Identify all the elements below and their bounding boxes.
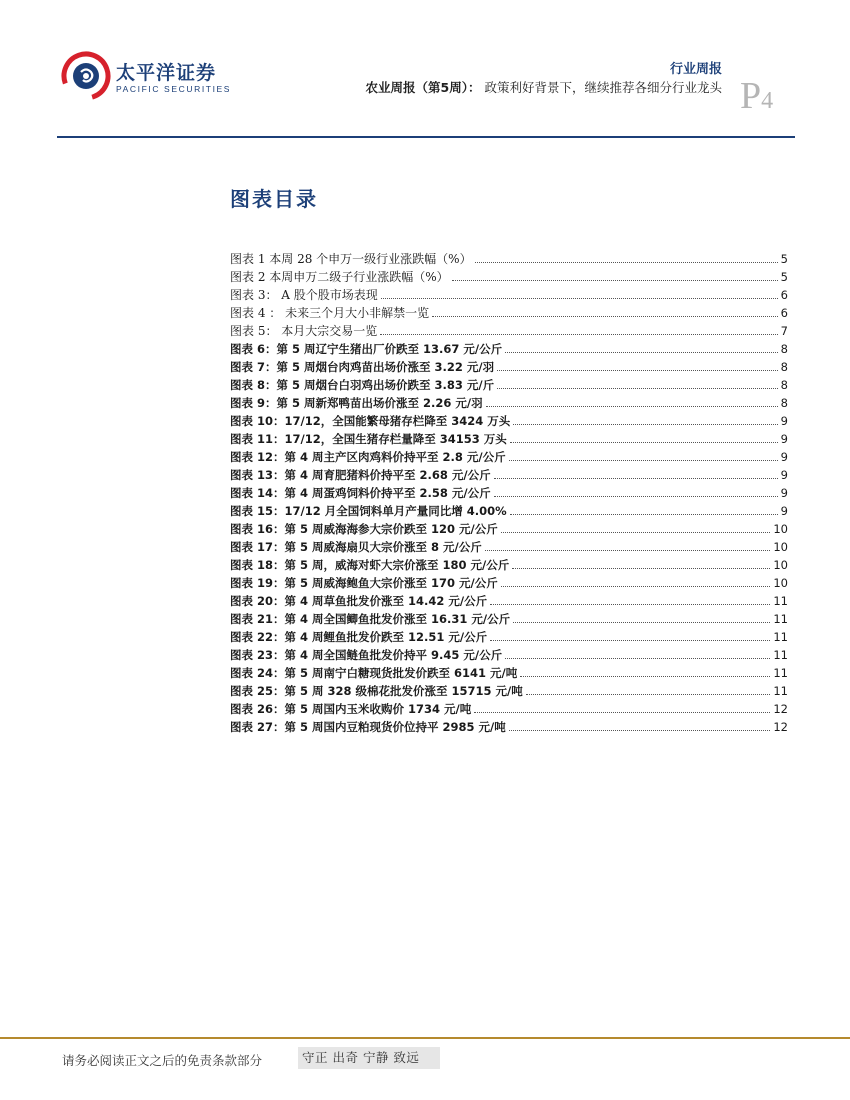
toc-heading: 图表目录 bbox=[230, 187, 318, 211]
toc-leader-dots bbox=[490, 639, 770, 641]
toc-entry-page: 10 bbox=[773, 558, 788, 572]
toc-entry-label: 图表 19：第 5 周威海鲍鱼大宗价涨至 170 元/公斤 bbox=[230, 576, 498, 590]
toc-entry-page: 10 bbox=[773, 522, 788, 536]
report-title-rest: 政策利好背景下，继续推荐各细分行业龙头 bbox=[484, 80, 722, 95]
toc-entry-label: 图表 26：第 5 周国内玉米收购价 1734 元/吨 bbox=[230, 702, 472, 716]
toc-entry-label: 图表 7：第 5 周烟台肉鸡苗出场价涨至 3.22 元/羽 bbox=[230, 360, 495, 374]
toc-entry[interactable] bbox=[230, 411, 788, 429]
toc-leader-dots bbox=[485, 549, 771, 551]
toc-entry[interactable] bbox=[230, 609, 788, 627]
toc-leader-dots bbox=[509, 729, 771, 731]
toc-entry-page: 10 bbox=[773, 540, 788, 554]
toc-entry-page: 11 bbox=[773, 612, 788, 626]
toc-entry-label: 图表 23：第 4 周全国鲢鱼批发价持平 9.45 元/公斤 bbox=[230, 648, 503, 662]
toc-entry-label: 图表 1 本周 28 个申万一级行业涨跌幅（%） bbox=[230, 252, 472, 266]
toc-entry-page: 11 bbox=[773, 594, 788, 608]
footer-slogan: 守正 出奇 宁静 致远 bbox=[298, 1047, 440, 1069]
toc-entry-page: 9 bbox=[780, 450, 788, 464]
toc-leader-dots bbox=[501, 585, 771, 587]
toc-leader-dots bbox=[510, 513, 778, 515]
toc-entry-page: 8 bbox=[780, 342, 788, 356]
toc-leader-dots bbox=[494, 495, 778, 497]
toc-entry[interactable] bbox=[230, 627, 788, 645]
toc-entry[interactable] bbox=[230, 303, 788, 321]
toc-entry[interactable] bbox=[230, 537, 788, 555]
toc-leader-dots bbox=[510, 441, 778, 443]
pacific-securities-logo-icon bbox=[60, 46, 112, 102]
toc-entry[interactable] bbox=[230, 339, 788, 357]
toc-leader-dots bbox=[513, 621, 770, 623]
toc-entry-page: 5 bbox=[780, 270, 788, 284]
toc-entry[interactable] bbox=[230, 645, 788, 663]
toc-entry-label: 图表 20：第 4 周草鱼批发价涨至 14.42 元/公斤 bbox=[230, 594, 488, 608]
toc-entry-label: 图表 14：第 4 周蛋鸡饲料价持平至 2.58 元/公斤 bbox=[230, 486, 491, 500]
toc-entry[interactable] bbox=[230, 555, 788, 573]
toc-entry-page: 11 bbox=[773, 648, 788, 662]
toc-entry-label: 图表 15：17/12 月全国饲料单月产量同比增 4.00% bbox=[230, 504, 507, 518]
toc-entry-label: 图表 24：第 5 周南宁白糖现货批发价跌至 6141 元/吨 bbox=[230, 666, 518, 680]
toc-entry-label: 图表 4 ： 未来三个月大小非解禁一览 bbox=[230, 306, 430, 320]
toc-leader-dots bbox=[497, 369, 778, 371]
toc-leader-dots bbox=[513, 423, 777, 425]
toc-leader-dots bbox=[486, 405, 778, 407]
toc-entry-label: 图表 5： 本月大宗交易一览 bbox=[230, 324, 378, 338]
toc-entry-label: 图表 11：17/12，全国生猪存栏量降至 34153 万头 bbox=[230, 432, 507, 446]
toc-entry[interactable] bbox=[230, 483, 788, 501]
toc-leader-dots bbox=[505, 351, 778, 353]
toc-entry[interactable] bbox=[230, 249, 788, 267]
toc-leader-dots bbox=[497, 387, 778, 389]
toc-entry-label: 图表 12：第 4 周主产区肉鸡料价持平至 2.8 元/公斤 bbox=[230, 450, 506, 464]
toc-entry-label: 图表 25：第 5 周 328 级棉花批发价涨至 15715 元/吨 bbox=[230, 684, 523, 698]
toc-leader-dots bbox=[452, 279, 778, 281]
toc-entry-label: 图表 6：第 5 周辽宁生猪出厂价跌至 13.67 元/公斤 bbox=[230, 342, 503, 356]
footer-disclaimer: 请务必阅读正文之后的免责条款部分 bbox=[62, 1053, 263, 1068]
toc-entry[interactable] bbox=[230, 465, 788, 483]
toc-entry-label: 图表 3： A 股个股市场表现 bbox=[230, 288, 378, 302]
toc-entry-page: 9 bbox=[780, 504, 788, 518]
toc-leader-dots bbox=[494, 477, 778, 479]
toc-leader-dots bbox=[380, 333, 777, 335]
toc-entry[interactable] bbox=[230, 267, 788, 285]
toc-entry-page: 12 bbox=[773, 702, 788, 716]
toc-entry[interactable] bbox=[230, 699, 788, 717]
toc-entry[interactable] bbox=[230, 393, 788, 411]
toc-entry-page: 8 bbox=[780, 378, 788, 392]
toc-entry-label: 图表 22：第 4 周鲤鱼批发价跌至 12.51 元/公斤 bbox=[230, 630, 488, 644]
toc-entry-label: 图表 27：第 5 周国内豆粕现货价位持平 2985 元/吨 bbox=[230, 720, 506, 734]
toc-entry-label: 图表 13：第 4 周育肥猪料价持平至 2.68 元/公斤 bbox=[230, 468, 491, 482]
report-title bbox=[366, 78, 722, 96]
toc-leader-dots bbox=[509, 459, 778, 461]
toc-entry[interactable] bbox=[230, 591, 788, 609]
toc-leader-dots bbox=[474, 711, 770, 713]
toc-entry-label: 图表 9：第 5 周新郑鸭苗出场价涨至 2.26 元/羽 bbox=[230, 396, 483, 410]
toc-entry-label: 图表 17：第 5 周威海扇贝大宗价涨至 8 元/公斤 bbox=[230, 540, 482, 554]
toc-entry[interactable] bbox=[230, 447, 788, 465]
toc-entry-label: 图表 10：17/12，全国能繁母猪存栏降至 3424 万头 bbox=[230, 414, 511, 428]
report-title-bold: 农业周报（第5周）： bbox=[365, 80, 481, 95]
toc-entry-page: 9 bbox=[780, 432, 788, 446]
toc-leader-dots bbox=[432, 315, 778, 317]
toc-entry-page: 6 bbox=[780, 288, 788, 302]
toc-entry-page: 11 bbox=[773, 684, 788, 698]
toc-leader-dots bbox=[501, 531, 771, 533]
toc-entry[interactable] bbox=[230, 573, 788, 591]
toc-list bbox=[230, 249, 788, 735]
header-divider bbox=[57, 136, 795, 138]
toc-entry-page: 9 bbox=[780, 468, 788, 482]
toc-leader-dots bbox=[526, 693, 771, 695]
toc-entry[interactable] bbox=[230, 717, 788, 735]
toc-entry-page: 5 bbox=[780, 252, 788, 266]
toc-entry-label: 图表 21：第 4 周全国鲫鱼批发价涨至 16.31 元/公斤 bbox=[230, 612, 511, 626]
toc-entry[interactable] bbox=[230, 663, 788, 681]
toc-leader-dots bbox=[520, 675, 770, 677]
toc-leader-dots bbox=[381, 297, 778, 299]
page-number-mark bbox=[740, 74, 773, 118]
toc-entry-page: 8 bbox=[780, 396, 788, 410]
toc-entry-label: 图表 2 本周申万二级子行业涨跌幅（%） bbox=[230, 270, 449, 284]
toc-entry[interactable] bbox=[230, 321, 788, 339]
toc-leader-dots bbox=[512, 567, 770, 569]
company-logo bbox=[60, 46, 232, 110]
toc-entry[interactable] bbox=[230, 375, 788, 393]
toc-leader-dots bbox=[490, 603, 770, 605]
toc-entry-page: 7 bbox=[780, 324, 788, 338]
toc-leader-dots bbox=[505, 657, 770, 659]
toc-entry[interactable] bbox=[230, 429, 788, 447]
logo-chinese-name: 太平洋证券 bbox=[116, 62, 217, 84]
toc-entry-page: 9 bbox=[780, 486, 788, 500]
toc-entry-page: 10 bbox=[773, 576, 788, 590]
toc-entry[interactable] bbox=[230, 681, 788, 699]
toc-entry-label: 图表 16：第 5 周威海海参大宗价跌至 120 元/公斤 bbox=[230, 522, 498, 536]
toc-entry-label: 图表 8：第 5 周烟台白羽鸡出场价跌至 3.83 元/斤 bbox=[230, 378, 495, 392]
logo-english-name: PACIFIC SECURITIES bbox=[116, 84, 232, 94]
toc-leader-dots bbox=[475, 261, 778, 263]
page-number: 4 bbox=[761, 88, 774, 114]
toc-entry[interactable] bbox=[230, 519, 788, 537]
toc-entry[interactable] bbox=[230, 285, 788, 303]
page-letter: P bbox=[740, 75, 762, 117]
toc-entry-page: 9 bbox=[780, 414, 788, 428]
report-type-label: 行业周报 bbox=[669, 62, 722, 77]
toc-entry-page: 11 bbox=[773, 630, 788, 644]
toc-entry-page: 11 bbox=[773, 666, 788, 680]
toc-entry-page: 6 bbox=[780, 306, 788, 320]
toc-entry[interactable] bbox=[230, 357, 788, 375]
toc-entry-label: 图表 18：第 5 周，威海对虾大宗价涨至 180 元/公斤 bbox=[230, 558, 510, 572]
toc-entry[interactable] bbox=[230, 501, 788, 519]
toc-entry-page: 12 bbox=[773, 720, 788, 734]
toc-entry-page: 8 bbox=[780, 360, 788, 374]
footer-divider bbox=[0, 1037, 850, 1039]
